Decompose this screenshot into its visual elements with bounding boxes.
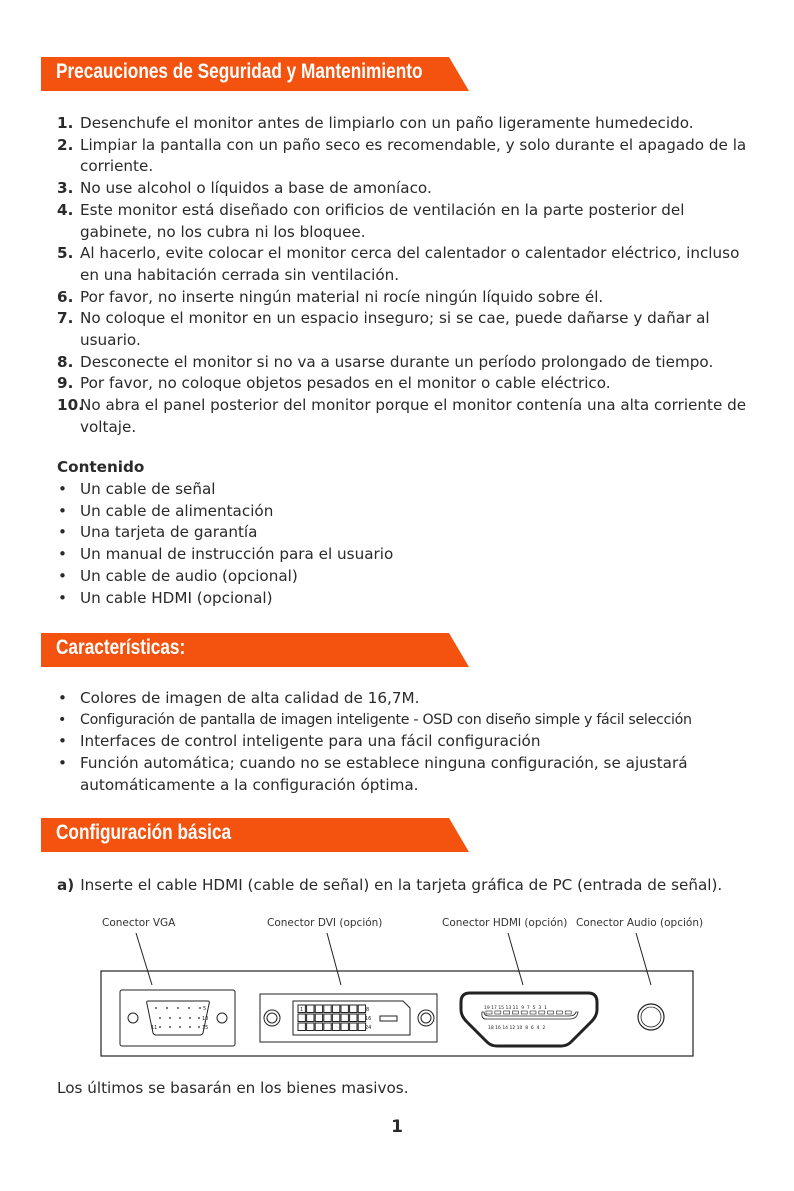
list-item: • Un cable HDMI (opcional) [57, 588, 757, 610]
leader-line-vga [136, 933, 152, 985]
dvi-pin [307, 1005, 314, 1013]
dvi-pin-label: 24 [365, 1025, 372, 1031]
hdmi-pin [539, 1011, 545, 1014]
dvi-pin [332, 1005, 339, 1013]
dvi-pin [315, 1023, 322, 1031]
dvi-pin [350, 1023, 357, 1031]
leader-line-audio [636, 933, 651, 985]
dvi-pin [324, 1023, 331, 1031]
leader-line-dvi [327, 933, 341, 985]
dvi-pin [358, 1005, 365, 1013]
dvi-connector [260, 994, 437, 1042]
dvi-pin [298, 1023, 305, 1031]
list-item: 3. No use alcohol o líquidos a base de amoníaco. [57, 179, 432, 198]
dvi-pin [315, 1014, 322, 1022]
hdmi-pin-row [486, 1011, 571, 1014]
list-item: • Interfaces de control inteligente para una fácil configuración [57, 731, 747, 753]
vga-pin-label: 11 [151, 1025, 158, 1031]
list-item: • Un cable de señal [57, 479, 757, 501]
leader-line-hdmi [508, 933, 523, 985]
list-item: 8. Desconecte el monitor si no va a usarse durante un período prolongado de tiempo. [57, 352, 714, 371]
hdmi-pin-numbers-top: 19 17 15 13 11 9 7 5 3 1 [484, 1006, 547, 1011]
dvi-pin [307, 1014, 314, 1022]
list-item: 6. Por favor, no inserte ningún material ni rocíe ningún líquido sobre él. [57, 287, 604, 306]
list-item: • Un cable de audio (opcional) [57, 566, 757, 588]
dvi-pin [324, 1005, 331, 1013]
list-item: 9. Por favor, no coloque objetos pesados en el monitor o cable eléctrico. [57, 374, 611, 393]
back-panel [101, 971, 693, 1056]
list-item: • Un manual de instrucción para el usuario [57, 544, 757, 566]
list-item: • Un cable de alimentación [57, 501, 757, 523]
hdmi-pin [512, 1011, 518, 1014]
list-item: • Configuración de pantalla de imagen inteligente - OSD con diseño simple y fácil selección [57, 710, 747, 732]
section-title-features: Características: [56, 636, 186, 659]
hdmi-pin [495, 1011, 501, 1014]
list-item: 1. Desenchufe el monitor antes de limpiarlo con un paño ligeramente humedecido. [57, 114, 694, 132]
dvi-pin [341, 1014, 348, 1022]
vga-pin-label: 5 [203, 1006, 207, 1012]
dvi-pin [324, 1014, 331, 1022]
step-text: Inserte el cable HDMI (cable de señal) en la tarjeta gráfica de PC (entrada de señal). [80, 876, 723, 894]
dvi-pin-label: 1 [300, 1007, 304, 1013]
list-item: • Función automática; cuando no se establece ninguna configuración, se ajustará automáticamente a la configuración óptima. [57, 753, 747, 796]
dvi-pin-label: 16 [365, 1016, 372, 1022]
dvi-pin-label: 8 [366, 1007, 370, 1013]
hdmi-pin [530, 1011, 536, 1014]
hdmi-pin [486, 1011, 492, 1014]
footnote: Los últimos se basarán en los bienes masivos. [57, 1079, 409, 1097]
label-vga-connector: Conector VGA [102, 917, 176, 929]
dvi-pin [332, 1014, 339, 1022]
dvi-pin-grid [298, 1005, 366, 1031]
label-audio-connector: Conector Audio (opción) [576, 917, 704, 929]
hdmi-pin-numbers-bottom: 18 16 14 12 10 8 6 4 2 [488, 1026, 546, 1031]
list-item: 10. No abra el panel posterior del monitor porque el monitor contenía una alta corriente de voltaje. [57, 396, 747, 436]
dvi-pin [350, 1014, 357, 1022]
dvi-pin [307, 1023, 314, 1031]
vga-pin-label: 15 [202, 1025, 209, 1031]
dvi-pin [341, 1023, 348, 1031]
section-title-safety: Precauciones de Seguridad y Mantenimiento [56, 60, 423, 83]
audio-connector [638, 1004, 664, 1030]
vga-connector [120, 990, 235, 1046]
dvi-pin [332, 1023, 339, 1031]
list-item: 5. Al hacerlo, evite colocar el monitor cerca del calentador o calentador eléctrico, incluso en una habitación cerrada sin ventilación. [57, 244, 740, 284]
page-number: 1 [391, 1117, 403, 1137]
label-dvi-connector: Conector DVI (opción) [267, 917, 383, 929]
dvi-pin [341, 1005, 348, 1013]
hdmi-pin [556, 1011, 562, 1014]
label-hdmi-connector: Conector HDMI (opción) [442, 917, 568, 929]
list-item: • Una tarjeta de garantía [57, 522, 757, 544]
dvi-pin [298, 1014, 305, 1022]
dvi-pin [350, 1005, 357, 1013]
hdmi-pin [548, 1011, 554, 1014]
list-item: 2. Limpiar la pantalla con un paño seco es recomendable, y solo durante el apagado de la corriente. [57, 135, 747, 176]
hdmi-pin [521, 1011, 527, 1014]
contents-heading: Contenido [57, 458, 145, 476]
list-item: 7. No coloque el monitor en un espacio inseguro; si se cae, puede dañarse y dañar al usuario. [57, 309, 710, 350]
hdmi-pin [504, 1011, 510, 1014]
section-title-setup: Configuración básica [56, 821, 232, 844]
hdmi-connector [461, 993, 597, 1046]
dvi-pin [315, 1005, 322, 1013]
list-item: 4. Este monitor está diseñado con orificios de ventilación en la parte posterior del gabinete, no los cubra ni los bloquee. [57, 200, 685, 241]
list-item: • Colores de imagen de alta calidad de 16,7M. [57, 688, 747, 710]
step-label: a) [57, 876, 75, 894]
hdmi-pin [565, 1011, 571, 1014]
vga-pin-label: 10 [202, 1016, 209, 1022]
